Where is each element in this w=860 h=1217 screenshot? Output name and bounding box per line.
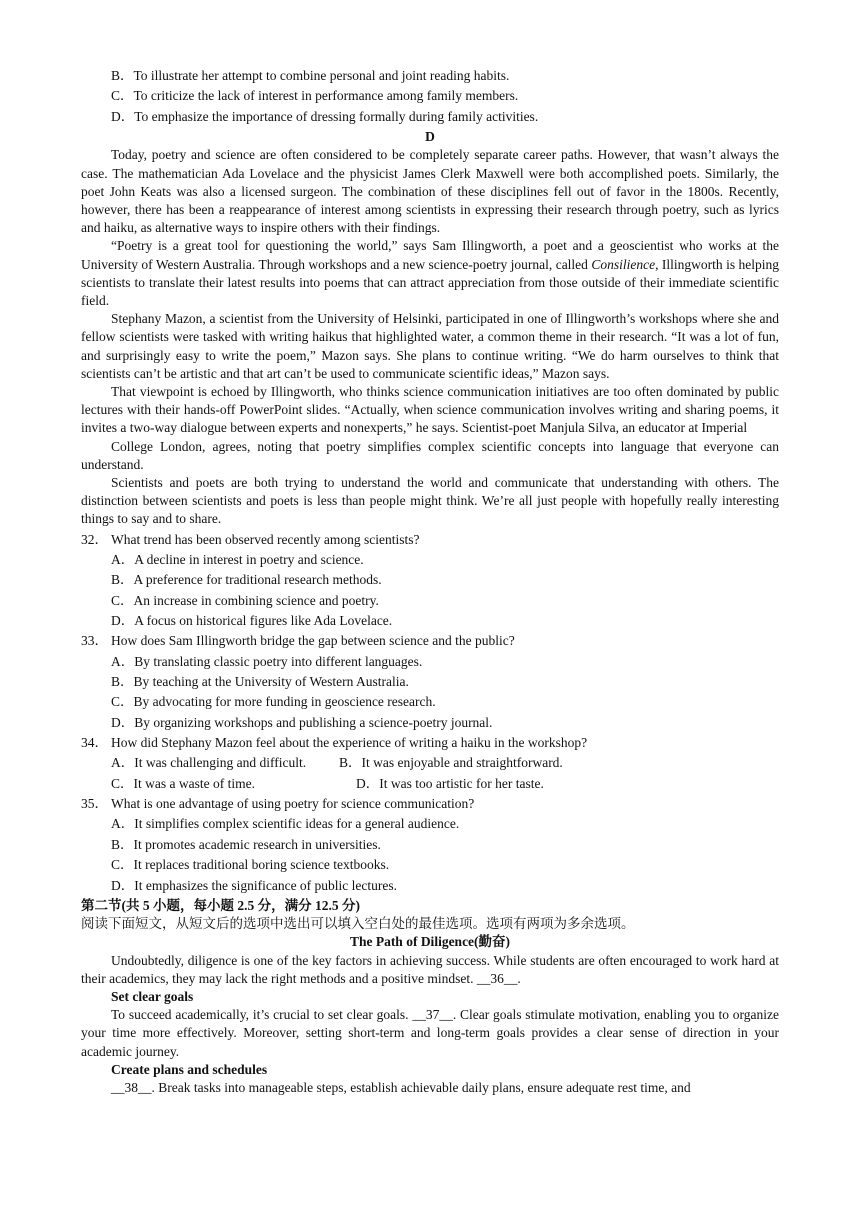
article-paragraph: Undoubtedly, diligence is one of the key factors in achieving success. While students are often encouraged to work hard at their academics, they may lack the right methods and a positive mindset. __36__. — [81, 952, 779, 986]
question-34 — [81, 734, 779, 793]
option-b: B．By teaching at the University of Western Australia. — [111, 674, 409, 689]
article-title: The Path of Diligence(勤奋) — [349, 934, 511, 950]
question-33 — [81, 632, 779, 732]
question-stem: How did Stephany Mazon feel about the experience of writing a haiku in the workshop? — [111, 735, 588, 751]
passage-paragraph — [81, 237, 779, 310]
section-two-title: 第二节(共 5 小题，每小题 2.5 分，满分 12.5 分) — [81, 897, 360, 913]
question-stem: How does Sam Illingworth bridge the gap between science and the public? — [111, 633, 515, 649]
option-c: C．To criticize the lack of interest in performance among family members. — [111, 88, 519, 104]
blank-38[interactable]: __38__ — [111, 1079, 152, 1095]
option-c: C．It replaces traditional boring science textbooks. — [111, 857, 390, 873]
option-c: C．It was a waste of time. — [111, 775, 255, 791]
option-a: A．It simplifies complex scientific ideas for a general audience. — [111, 816, 460, 832]
option-c: C．By advocating for more funding in geoscience research. — [111, 694, 436, 710]
page-content — [81, 67, 779, 1097]
subheading-set-clear-goals: Set clear goals — [111, 988, 194, 1004]
option-d: D．It was too artistic for her taste. — [356, 775, 544, 791]
option-d: D．By organizing workshops and publishing a science-poetry journal. — [111, 714, 493, 730]
option-b: B．To illustrate her attempt to combine personal and joint reading habits. — [111, 68, 510, 83]
option-c: C．An increase in combining science and poetry. — [111, 592, 379, 608]
question-35 — [81, 795, 779, 895]
question-number: 34． — [81, 735, 108, 751]
passage-paragraph: Scientists and poets are both trying to understand the world and communicate that understanding with others. The distinction between scientists and poets is less than people might think. We’re all just people with hopefully really interesting things to say and to share. — [81, 475, 779, 527]
option-a: A．By translating classic poetry into different languages. — [111, 653, 423, 669]
journal-name: Consilience — [591, 256, 656, 272]
option-d: D．A focus on historical figures like Ada Lovelace. — [111, 613, 393, 629]
section-two-instruction: 阅读下面短文，从短文后的选项中选出可以填入空白处的最佳选项。选项有两项为多余选项。 — [81, 916, 635, 932]
option-b: B．It promotes academic research in universities. — [111, 836, 381, 852]
subheading-create-plans: Create plans and schedules — [111, 1061, 268, 1077]
section-letter: D — [425, 129, 435, 145]
option-a: A．A decline in interest in poetry and science. — [111, 551, 364, 567]
article-paragraph: To succeed academically, it’s crucial to set clear goals. __37__. Clear goals stimulate motivation, enabling you to organize your time more effectively. Moreover, setting short-term and long-term goals provides a clear sense of direction in your academic journey. — [81, 1007, 779, 1059]
option-b: B．It was enjoyable and straightforward. — [339, 755, 563, 771]
reading-passage — [81, 146, 779, 528]
passage-paragraph: College London, agrees, noting that poetry simplifies complex scientific concepts into language that everyone can understand. — [81, 438, 779, 472]
question-number: 33． — [81, 633, 108, 649]
question-number: 32． — [81, 531, 108, 547]
option-d: D．To emphasize the importance of dressing formally during family activities. — [111, 108, 539, 124]
question-stem: What is one advantage of using poetry for science communication? — [111, 796, 475, 812]
option-b: B．A preference for traditional research methods. — [111, 572, 382, 588]
question-32 — [81, 531, 779, 631]
blank-36[interactable]: __36__ — [476, 970, 518, 986]
passage-paragraph: Stephany Mazon, a scientist from the University of Helsinki, participated in one of Illingworth’s workshops where she and fellow scientists were tasked with writing haikus that highlighted water, a common theme in their research. “It was a lot of fun, and surprisingly easy to write the poem,” Mazon says. She plans to continue writing. “We do harm ourselves to think that scientists can’t be artistic and that art can’t be used to communicate scientific ideas,” Mazon says. — [81, 311, 779, 381]
article-paragraph: __38__. Break tasks into manageable steps, establish achievable daily plans, ensure adequate rest time, and — [111, 1079, 691, 1095]
previous-question-options — [81, 67, 779, 126]
question-stem: What trend has been observed recently among scientists? — [111, 531, 420, 547]
passage-paragraph: That viewpoint is echoed by Illingworth, who thinks science communication initiatives are too often dominated by public lectures with their hands-off PowerPoint slides. “Actually, when science communication involves writing and sharing poems, it invites a two-way dialogue between experts and nonexperts,” he says. Scientist-poet Manjula Silva, an educator at Imperial — [81, 384, 779, 436]
passage-paragraph: Today, poetry and science are often considered to be completely separate career paths. However, that wasn’t always the case. The mathematician Ada Lovelace and the physicist James Clerk Maxwell were both accomplished poets. Similarly, the poet John Keats was also a licensed surgeon. The combination of these disciplines fell out of favor in the 1800s. Recently, however, there has been a reappearance of interest among scientists in expressing their research through poetry, such as lyrics and haiku, as alternative ways to inspire others with their findings. — [81, 147, 779, 236]
question-number: 35． — [81, 796, 108, 812]
passage-text: “Poetry is a great tool for questioning the world,” says Sam Illingworth, a poet and a geoscientist who works at the University of Western Australia. Through workshops and a new science-poetry journal, called — [81, 238, 779, 272]
section-two — [81, 897, 779, 1097]
blank-37[interactable]: __37__ — [412, 1007, 453, 1023]
option-d: D．It emphasizes the significance of public lectures. — [111, 877, 398, 893]
passage-text: , Illingworth is helping scientists to translate their latest results into poems that can attract appreciation from those outside of their immediate scientific field. — [81, 256, 779, 308]
option-a: A．It was challenging and difficult. — [111, 755, 307, 771]
